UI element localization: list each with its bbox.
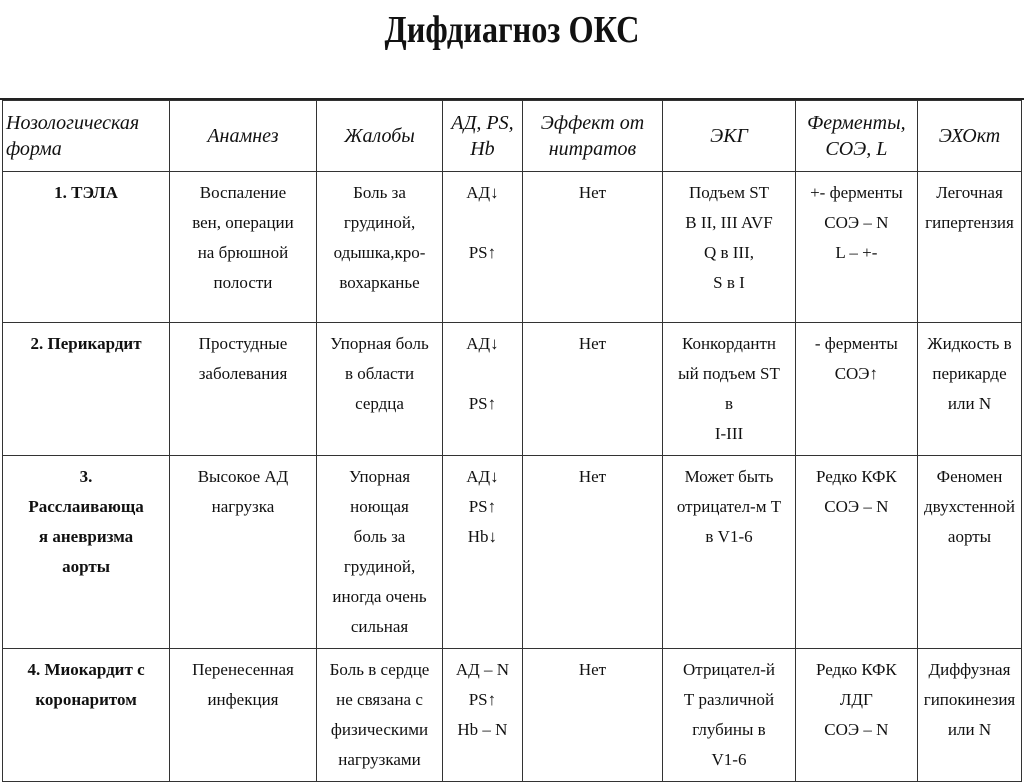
cell-anamnesis <box>170 649 317 782</box>
form-text: 3. Расслаивающа я аневризма аорты <box>28 467 144 576</box>
ecg-text: Отрицател-й Т различной глубины в V1-6 <box>683 660 775 769</box>
cell-echo <box>918 649 1022 782</box>
diagnosis-table <box>2 100 1022 782</box>
cell-anamnesis <box>170 172 317 323</box>
echo-text: Легочная гипертензия <box>925 183 1014 232</box>
form-text: 1. ТЭЛА <box>54 183 118 202</box>
cell-enzymes <box>795 172 917 323</box>
form-text: 2. Перикардит <box>30 334 142 353</box>
cell-nitrates <box>522 172 663 323</box>
ad-ps-hb-text: АД↓ PS↑ <box>466 334 499 413</box>
enzymes-text: Редко КФК СОЭ – N <box>816 467 897 516</box>
cell-enzymes <box>795 323 917 456</box>
header-enzymes: Ферменты, СОЭ, L <box>795 101 917 172</box>
ad-ps-hb-text: АД↓ PS↑ Hb↓ <box>466 467 499 546</box>
cell-form <box>3 172 170 323</box>
cell-ad-ps-hb <box>443 456 522 649</box>
table-row <box>3 172 1022 323</box>
table-row <box>3 323 1022 456</box>
cell-echo <box>918 323 1022 456</box>
cell-form <box>3 649 170 782</box>
cell-complaints <box>316 456 442 649</box>
table-row <box>3 649 1022 782</box>
enzymes-text: +- ферменты СОЭ – N L – +- <box>810 183 903 262</box>
echo-text: Жидкость в перикарде или N <box>927 334 1012 413</box>
ecg-text: Конкордантн ый подъем ST в I-III <box>678 334 780 443</box>
cell-enzymes <box>795 456 917 649</box>
cell-form <box>3 323 170 456</box>
cell-ad-ps-hb <box>443 649 522 782</box>
enzymes-text: - ферменты СОЭ↑ <box>814 334 898 383</box>
cell-anamnesis <box>170 323 317 456</box>
cell-anamnesis <box>170 456 317 649</box>
ad-ps-hb-text: АД↓ PS↑ <box>466 183 499 262</box>
cell-complaints <box>316 172 442 323</box>
cell-ad-ps-hb <box>443 323 522 456</box>
cell-ecg <box>663 323 795 456</box>
complaints-text: Боль в сердце не связана с физическими нагрузками <box>329 660 430 769</box>
anamnesis-text: Воспаление вен, операции на брюшной полости <box>192 183 294 292</box>
cell-nitrates <box>522 456 663 649</box>
header-form: Нозологическая форма <box>3 101 170 172</box>
page-title: Дифдиагноз ОКС <box>384 9 640 51</box>
nitrates-text: Нет <box>578 660 607 679</box>
echo-text: Диффузная гипокинезия или N <box>923 660 1016 739</box>
cell-echo <box>918 172 1022 323</box>
cell-complaints <box>316 323 442 456</box>
anamnesis-text: Высокое АД нагрузка <box>197 467 289 516</box>
anamnesis-text: Перенесенная инфекция <box>192 660 294 709</box>
header-ad-ps-hb: АД, PS, Hb <box>443 101 522 172</box>
cell-complaints <box>316 649 442 782</box>
ad-ps-hb-text: АД – N PS↑ Hb – N <box>455 660 509 739</box>
ecg-text: Подъем ST B II, III AVF Q в III, S в I <box>685 183 773 292</box>
cell-enzymes <box>795 649 917 782</box>
nitrates-text: Нет <box>578 467 607 486</box>
ecg-text: Может быть отрицател-м Т в V1-6 <box>676 467 782 546</box>
enzymes-text: Редко КФК ЛДГ СОЭ – N <box>816 660 897 739</box>
echo-text: Феномен двухстенной аорты <box>924 467 1015 546</box>
cell-echo <box>918 456 1022 649</box>
table-row <box>3 456 1022 649</box>
nitrates-text: Нет <box>578 183 607 202</box>
complaints-text: Упорная боль в области сердца <box>330 334 429 413</box>
cell-form <box>3 456 170 649</box>
nitrates-text: Нет <box>578 334 607 353</box>
complaints-text: Упорная ноющая боль за грудиной, иногда очень сильная <box>332 467 427 636</box>
cell-ecg <box>663 456 795 649</box>
header-nitrates: Эффект от нитратов <box>522 101 663 172</box>
cell-ad-ps-hb <box>443 172 522 323</box>
form-text: 4. Миокардит с коронаритом <box>27 660 145 709</box>
complaints-text: Боль за грудиной, одышка,кро- вохарканье <box>333 183 426 292</box>
header-echo: ЭХОкт <box>918 101 1022 172</box>
header-complaints: Жалобы <box>316 101 442 172</box>
cell-nitrates <box>522 323 663 456</box>
header-anamnesis: Анамнез <box>170 101 317 172</box>
anamnesis-text: Простудные заболевания <box>198 334 288 383</box>
cell-ecg <box>663 649 795 782</box>
cell-nitrates <box>522 649 663 782</box>
cell-ecg <box>663 172 795 323</box>
header-ecg: ЭКГ <box>663 101 795 172</box>
header-row <box>3 101 1022 172</box>
